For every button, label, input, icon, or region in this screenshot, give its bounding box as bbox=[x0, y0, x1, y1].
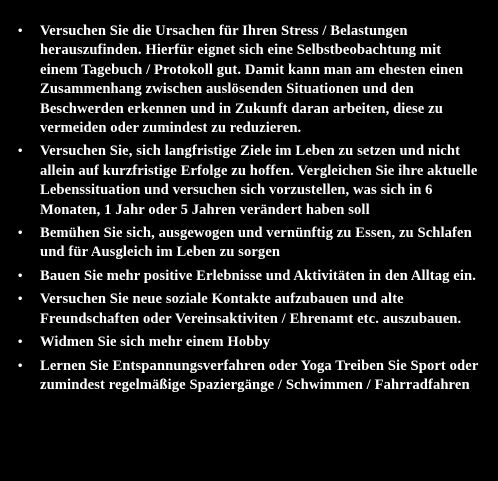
bullet-icon: • bbox=[17, 270, 24, 282]
bullet-icon: • bbox=[17, 337, 24, 349]
list-item bbox=[0, 224, 498, 263]
bullet-icon: • bbox=[17, 26, 24, 37]
list-item bbox=[0, 267, 498, 286]
list-item bbox=[0, 142, 498, 220]
list-item bbox=[0, 290, 498, 329]
list-item bbox=[0, 333, 498, 352]
bullet-icon: • bbox=[17, 146, 24, 158]
list-item-text: Bemühen Sie sich, ausgewogen und vernünftig zu Essen, zu Schlafen und für Ausgleich im Leben zu sorgen bbox=[40, 225, 472, 261]
bullet-icon: • bbox=[17, 294, 24, 306]
list-item-text: Bauen Sie mehr positive Erlebnisse und Aktivitäten in den Alltag ein. bbox=[40, 267, 476, 284]
list-item-text: Versuchen Sie neue soziale Kontakte aufzubauen und alte Freundschaften oder Vereinsaktiviten / Ehrenamt etc. auszubauen. bbox=[40, 291, 462, 327]
list-item-text: Versuchen Sie, sich langfristige Ziele im Leben zu setzen und nicht allein auf kurzfristige Erfolge zu hoffen. Vergleichen Sie ihre aktuelle Lebenssituation und versuchen sich vorzustellen, was sich in 6 Monaten, 1 Jahr oder 5 Jahren verändert haben soll bbox=[40, 143, 478, 218]
list-item-text: Versuchen Sie die Ursachen für Ihren Stress / Belastungen herauszufinden. Hierfür eignet sich eine Selbstbeobachtung mit einem Tagebuch / Protokoll gut. Damit kann man am ehesten einen Zusammenhang zwischen auslösenden Situationen und den Beschwerden erkennen und in Zukunft daran arbeiten, diese zu vermeiden oder zumindest zu reduzieren. bbox=[40, 23, 464, 137]
bullet-icon: • bbox=[17, 228, 24, 240]
tips-list bbox=[0, 22, 498, 399]
bullet-icon: • bbox=[17, 360, 24, 372]
list-item bbox=[0, 357, 498, 396]
list-item bbox=[0, 22, 498, 138]
list-item-text: Lernen Sie Entspannungsverfahren oder Yoga Treiben Sie Sport oder zumindest regelmäßige Spaziergänge / Schwimmen / Fahrradfahren bbox=[40, 357, 479, 393]
list-item-text: Widmen Sie sich mehr einem Hobby bbox=[40, 334, 271, 351]
